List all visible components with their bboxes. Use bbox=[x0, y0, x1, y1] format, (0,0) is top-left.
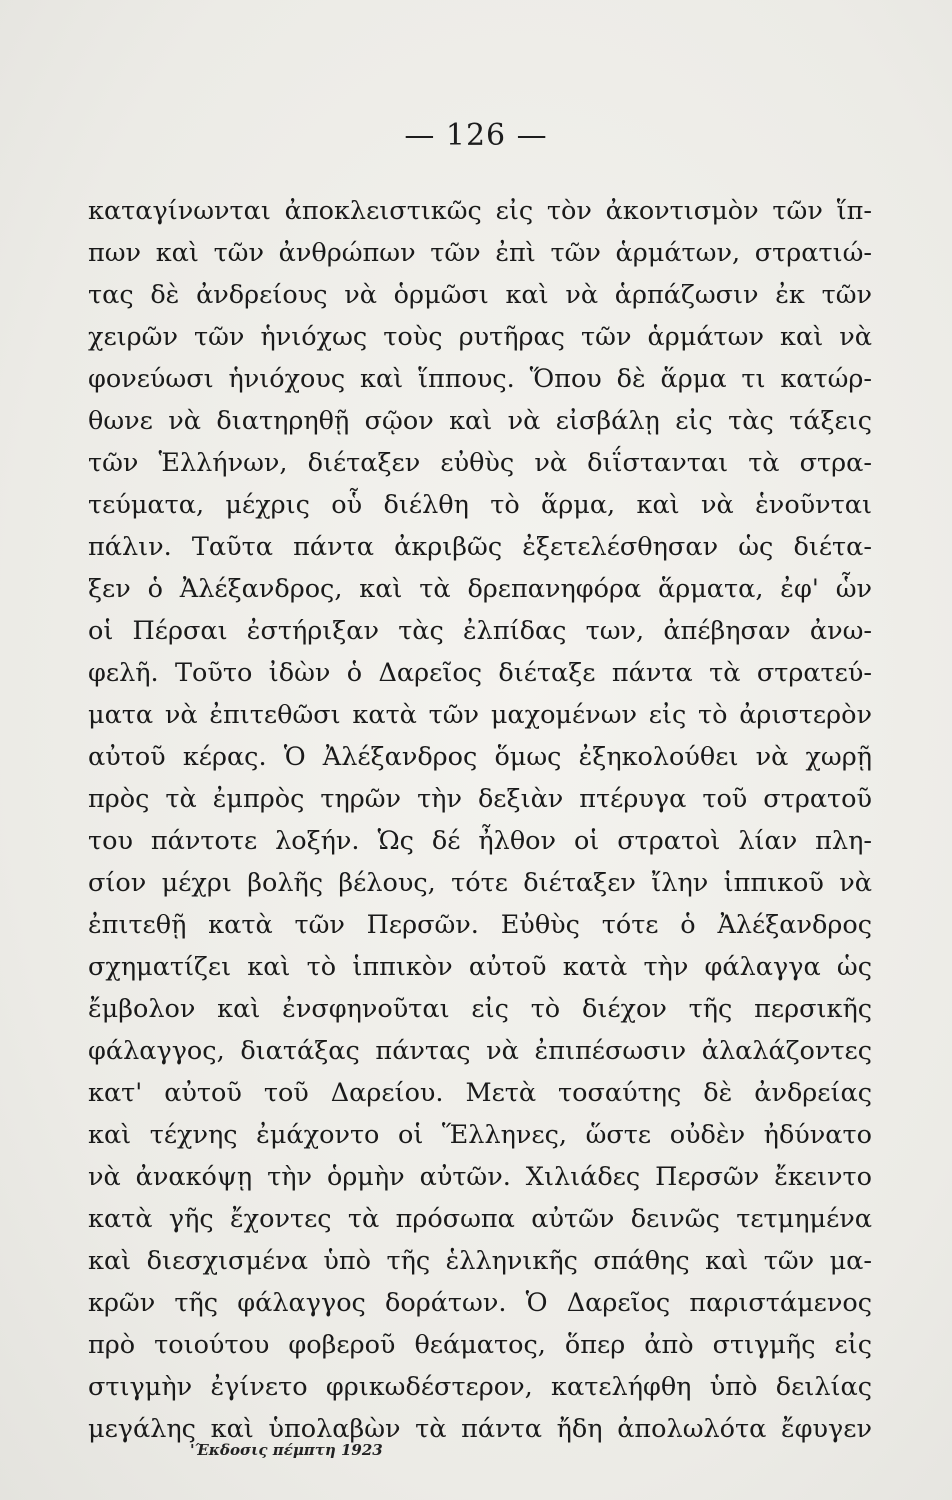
text-line: στιγμὴν ἐγίνετο φρικωδέστερον, κατελήφθη ὑπὸ δειλίας bbox=[88, 1372, 872, 1402]
text-line: πρὸς τὰ ἐμπρὸς τηρῶν τὴν δεξιὰν πτέρυγα τοῦ στρατοῦ bbox=[88, 784, 872, 814]
body-text bbox=[88, 190, 872, 1450]
text-line: νὰ ἀνακόψῃ τὴν ὁρμὴν αὐτῶν. Χιλιάδες Περσῶν ἔκειντο bbox=[88, 1162, 872, 1192]
text-line: ξεν ὁ Ἀλέξανδρος, καὶ τὰ δρεπανηφόρα ἅρματα, ἐφ' ὧν bbox=[88, 574, 872, 604]
text-line: μεγάλης καὶ ὑπολαβὼν τὰ πάντα ἤδη ἀπολωλότα ἔφυγεν bbox=[88, 1414, 872, 1444]
text-line: χειρῶν τῶν ἡνιόχως τοὺς ρυτῆρας τῶν ἁρμάτων καὶ νὰ bbox=[88, 322, 872, 352]
text-line: ἔμβολον καὶ ἐνσφηνοῦται εἰς τὸ διέχον τῆς περσικῆς bbox=[88, 994, 872, 1024]
text-line: κατ' αὐτοῦ τοῦ Δαρείου. Μετὰ τοσαύτης δὲ ἀνδρείας bbox=[88, 1078, 872, 1108]
text-line: ματα νὰ ἐπιτεθῶσι κατὰ τῶν μαχομένων εἰς τὸ ἀριστερὸν bbox=[88, 700, 872, 730]
text-line: θωνε νὰ διατηρηθῇ σῷον καὶ νὰ εἰσβάλῃ εἰς τὰς τάξεις bbox=[88, 406, 872, 436]
text-line: τεύματα, μέχρις οὗ διέλθη τὸ ἅρμα, καὶ νὰ ἑνοῦνται bbox=[88, 490, 872, 520]
text-line: πων καὶ τῶν ἀνθρώπων τῶν ἐπὶ τῶν ἁρμάτων, στρατιώ- bbox=[88, 238, 872, 268]
text-line: σίον μέχρι βολῆς βέλους, τότε διέταξεν ἴλην ἱππικοῦ νὰ bbox=[88, 868, 872, 898]
text-line: φελῆ. Τοῦτο ἰδὼν ὁ Δαρεῖος διέταξε πάντα τὰ στρατεύ- bbox=[88, 658, 872, 688]
text-line: φονεύωσι ἡνιόχους καὶ ἵππους. Ὅπου δὲ ἅρμα τι κατώρ- bbox=[88, 364, 872, 394]
text-line: πρὸ τοιούτου φοβεροῦ θεάματος, ὅπερ ἀπὸ στιγμῆς εἰς bbox=[88, 1330, 872, 1360]
text-line: σχηματίζει καὶ τὸ ἱππικὸν αὐτοῦ κατὰ τὴν φάλαγγα ὡς bbox=[88, 952, 872, 982]
text-line: τας δὲ ἀνδρείους νὰ ὁρμῶσι καὶ νὰ ἁρπάζωσιν ἐκ τῶν bbox=[88, 280, 872, 310]
text-line: καταγίνωνται ἀποκλειστικῶς εἰς τὸν ἀκοντισμὸν τῶν ἵπ- bbox=[88, 196, 872, 226]
page-number: — 126 — bbox=[404, 118, 548, 153]
text-line: καὶ τέχνης ἐμάχοντο οἱ Ἕλληνες, ὥστε οὐδὲν ἠδύνατο bbox=[88, 1120, 872, 1150]
text-line: πάλιν. Ταῦτα πάντα ἀκριβῶς ἐξετελέσθησαν ὡς διέτα- bbox=[88, 532, 872, 562]
text-line: ἐπιτεθῇ κατὰ τῶν Περσῶν. Εὐθὺς τότε ὁ Ἀλέξανδρος bbox=[88, 910, 872, 940]
text-line: κρῶν τῆς φάλαγγος δοράτων. Ὁ Δαρεῖος παριστάμενος bbox=[88, 1288, 872, 1318]
text-line: αὐτοῦ κέρας. Ὁ Ἀλέξανδρος ὅμως ἐξηκολούθει νὰ χωρῇ bbox=[88, 742, 872, 772]
text-line: καὶ διεσχισμένα ὑπὸ τῆς ἑλληνικῆς σπάθης καὶ τῶν μα- bbox=[88, 1246, 872, 1276]
edition-footer: 'Έκδοσις πέμπτη 1923 bbox=[190, 1441, 383, 1459]
text-line: οἱ Πέρσαι ἐστήριξαν τὰς ἐλπίδας των, ἀπέβησαν ἀνω- bbox=[88, 616, 872, 646]
text-line: του πάντοτε λοξήν. Ὡς δέ ἦλθον οἱ στρατοὶ λίαν πλη- bbox=[88, 826, 872, 856]
text-line: κατὰ γῆς ἔχοντες τὰ πρόσωπα αὐτῶν δεινῶς τετμημένα bbox=[88, 1204, 872, 1234]
text-line: φάλαγγος, διατάξας πάντας νὰ ἐπιπέσωσιν ἀλαλάζοντες bbox=[88, 1036, 872, 1066]
text-line: τῶν Ἑλλήνων, διέταξεν εὐθὺς νὰ διΐστανται τὰ στρα- bbox=[88, 448, 872, 478]
